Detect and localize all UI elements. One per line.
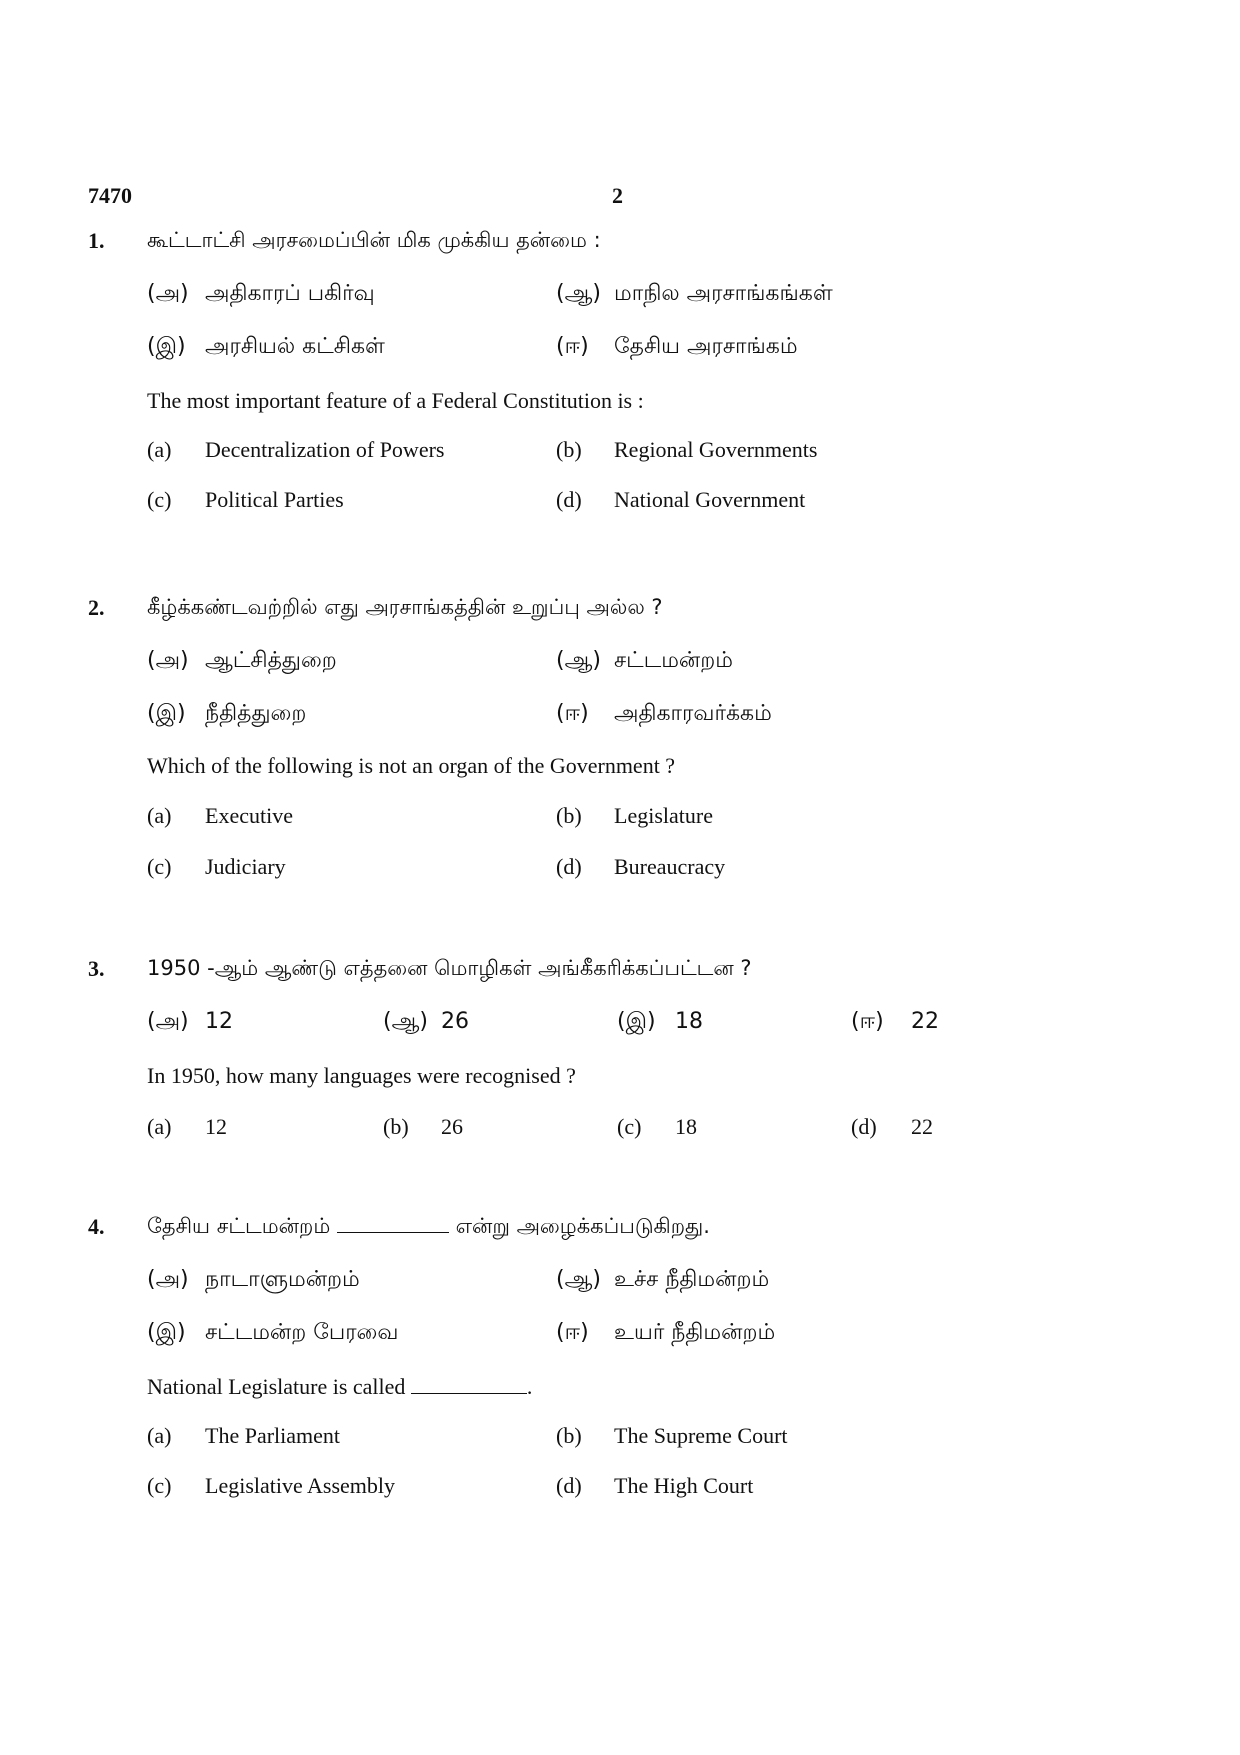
fill-in-blank xyxy=(337,1214,449,1233)
option-tag: (d) xyxy=(556,487,582,512)
option-tag: (a) xyxy=(147,803,172,828)
option-tag: (b) xyxy=(556,437,582,462)
option-tag: (ஆ) xyxy=(556,281,601,306)
option-text: National Government xyxy=(614,487,806,512)
option-tag: (ஆ) xyxy=(556,648,601,673)
option-text: Legislative Assembly xyxy=(205,1473,396,1498)
question-stem-tamil xyxy=(147,1214,710,1241)
option-text: உச்ச நீதிமன்றம் xyxy=(614,1267,770,1292)
option-tag: (d) xyxy=(556,1473,582,1498)
question-stem-english: The most important feature of a Federal Constitution is : xyxy=(147,388,644,413)
option-text: Executive xyxy=(205,803,293,828)
option-tag: (a) xyxy=(147,1114,172,1139)
option-tag: (அ) xyxy=(147,281,189,306)
option-tag: (a) xyxy=(147,1423,172,1448)
option-tag: (ஈ) xyxy=(556,701,589,726)
paper-code: 7470 xyxy=(88,183,132,208)
option-text: தேசிய அரசாங்கம் xyxy=(614,334,798,359)
question-stem-tamil: கூட்டாட்சி அரசமைப்பின் மிக முக்கிய தன்மை : xyxy=(147,228,601,252)
option-tag: (அ) xyxy=(147,1267,189,1292)
option-tag: (ஈ) xyxy=(556,1320,589,1345)
option-tag: (இ) xyxy=(147,334,186,359)
question-stem-tamil: கீழ்க்கண்டவற்றில் எது அரசாங்கத்தின் உறுப்பு அல்ல ? xyxy=(147,595,663,619)
option-tag: (ஆ) xyxy=(383,1009,428,1034)
option-tag: (d) xyxy=(556,854,582,879)
option-text: நீதித்துறை xyxy=(205,701,307,726)
option-text: 22 xyxy=(911,1009,939,1034)
question-number: 4. xyxy=(88,1214,105,1239)
option-text: 18 xyxy=(675,1009,703,1034)
option-text: உயர் நீதிமன்றம் xyxy=(614,1320,776,1345)
question-number: 2. xyxy=(88,595,105,620)
page-header xyxy=(0,183,1240,213)
option-tag: (c) xyxy=(147,854,172,879)
option-tag: (இ) xyxy=(617,1009,656,1034)
option-text: Regional Governments xyxy=(614,437,818,462)
option-text: நாடாளுமன்றம் xyxy=(205,1267,360,1292)
option-tag: (c) xyxy=(147,1473,172,1498)
question-stem-english: In 1950, how many languages were recognised ? xyxy=(147,1063,576,1088)
question-stem-tamil: 1950 -ஆம் ஆண்டு எத்தனை மொழிகள் அங்கீகரிக்கப்பட்டன ? xyxy=(147,956,752,980)
stem-text: National Legislature is called xyxy=(147,1374,406,1399)
option-tag: (b) xyxy=(556,1423,582,1448)
option-tag: (ஆ) xyxy=(556,1267,601,1292)
stem-text: என்று அழைக்கப்படுகிறது. xyxy=(455,1214,710,1238)
option-text: Legislature xyxy=(614,803,713,828)
question-stem-english: Which of the following is not an organ of the Government ? xyxy=(147,753,676,778)
option-text: Political Parties xyxy=(205,487,344,512)
option-text: சட்டமன்ற பேரவை xyxy=(205,1320,399,1345)
option-text: Bureaucracy xyxy=(614,854,726,879)
option-text: 12 xyxy=(205,1114,227,1139)
option-text: அதிகாரவர்க்கம் xyxy=(614,701,772,726)
page-number: 2 xyxy=(612,183,623,208)
option-text: The Parliament xyxy=(205,1423,341,1448)
option-tag: (b) xyxy=(556,803,582,828)
option-tag: (ஈ) xyxy=(556,334,589,359)
stem-text: . xyxy=(526,1374,533,1399)
option-text: அதிகாரப் பகிர்வு xyxy=(205,281,375,306)
question-stem-english xyxy=(147,1374,532,1400)
option-text: மாநில அரசாங்கங்கள் xyxy=(614,281,833,306)
option-text: The High Court xyxy=(614,1473,754,1498)
option-tag: (d) xyxy=(851,1114,877,1139)
option-tag: (அ) xyxy=(147,1009,189,1034)
option-tag: (ஈ) xyxy=(851,1009,884,1034)
option-tag: (c) xyxy=(617,1114,642,1139)
option-tag: (அ) xyxy=(147,648,189,673)
option-text: Decentralization of Powers xyxy=(205,437,445,462)
option-text: அரசியல் கட்சிகள் xyxy=(205,334,385,359)
option-text: 12 xyxy=(205,1009,233,1034)
fill-in-blank xyxy=(411,1375,527,1394)
option-text: 26 xyxy=(441,1009,469,1034)
option-tag: (a) xyxy=(147,437,172,462)
option-tag: (b) xyxy=(383,1114,409,1139)
option-text: 26 xyxy=(441,1114,463,1139)
option-text: The Supreme Court xyxy=(614,1423,788,1448)
question-number: 1. xyxy=(88,228,105,253)
option-text: Judiciary xyxy=(205,854,286,879)
option-text: 18 xyxy=(675,1114,697,1139)
option-text: சட்டமன்றம் xyxy=(614,648,733,673)
option-text: ஆட்சித்துறை xyxy=(205,648,337,673)
option-tag: (c) xyxy=(147,487,172,512)
option-text: 22 xyxy=(911,1114,933,1139)
stem-text: தேசிய சட்டமன்றம் xyxy=(147,1214,331,1238)
option-tag: (இ) xyxy=(147,1320,186,1345)
question-number: 3. xyxy=(88,956,105,981)
option-tag: (இ) xyxy=(147,701,186,726)
